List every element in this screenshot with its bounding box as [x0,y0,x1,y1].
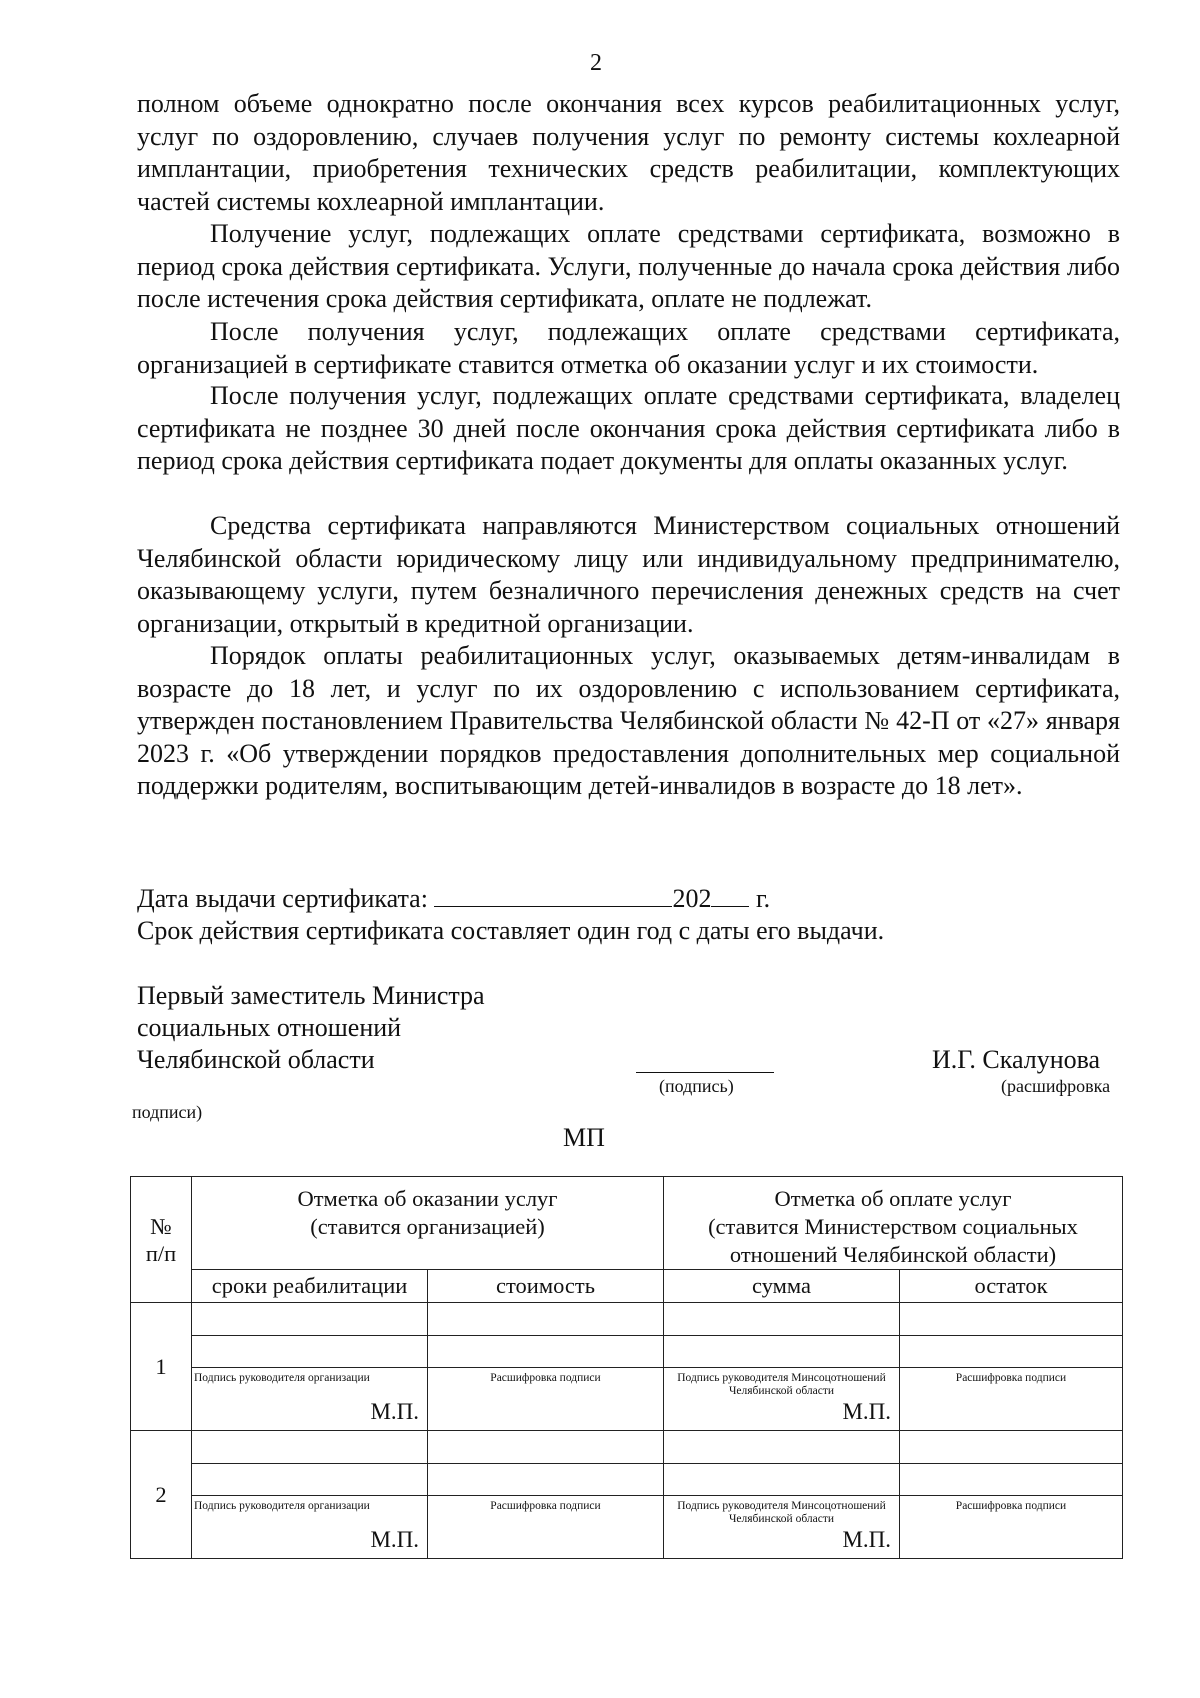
table-cell [664,1464,900,1496]
issue-date-year-suffix: г. [755,884,771,913]
name-caption-2: подписи) [132,1102,203,1122]
payment-header-line-1: Отметка об оплате услуг [774,1186,1012,1211]
stamp-mark: МП [563,1123,605,1152]
table-cell [428,1336,664,1368]
col-number-header: № п/п [131,1177,192,1303]
issue-date-blank [434,884,672,907]
ministry-stamp: М.П. [842,1399,891,1424]
validity-text: Срок действия сертификата составляет один год с даты его выдачи. [137,916,885,945]
table-cell [428,1431,664,1464]
org-decode-cell [428,1496,664,1559]
services-header-line-2: (ставится организацией) [310,1214,545,1239]
org-decode-caption: Расшифровка подписи [490,1372,601,1384]
services-header-line-1: Отметка об оказании услуг [297,1186,558,1211]
paragraph-5: Средства сертификата направляются Министерством социальных отношений Челябинской области юридическому лицу или индивидуальному предпринимателю, оказывающему услуги, путем безналичного перечисления денежных средств на счет организации, открытый в кредитной организации. [137,511,1120,638]
payment-header-line-2: (ставится Министерством социальных [708,1214,1078,1239]
issue-year-blank [711,884,749,907]
table-cell [900,1431,1123,1464]
sub-header-sum: сумма [664,1270,900,1303]
page-number: 2 [590,50,602,76]
name-caption-1: (расшифровка [1001,1076,1111,1096]
table-cell [192,1464,428,1496]
paragraph-1: полном объеме однократно после окончания всех курсов реабилитационных услуг, услуг по оздоровлению, случаев получения услуг по ремонту системы кохлеарной имплантации, приобретения технических средств реабилитации, комплектующих частей системы кохлеарной имплантации. [137,89,1120,216]
table-cell [664,1431,900,1464]
paragraph-4: После получения услуг, подлежащих оплате средствами сертификата, владелец сертификата не позднее 30 дней после окончания срока действия сертификата либо в период срока действия сертификата подает документы для оплаты оказанных услуг. [137,381,1120,475]
signature-caption: (подпись) [659,1076,734,1096]
signatory-title-2: социальных отношений [137,1013,402,1042]
table-cell [192,1431,428,1464]
table-cell [900,1303,1123,1336]
table-cell [900,1464,1123,1496]
services-group-header [192,1177,664,1270]
table-cell [900,1336,1123,1368]
signatory-title-3: Челябинской области [137,1045,375,1074]
table-cell [192,1303,428,1336]
org-stamp: М.П. [370,1399,419,1424]
table-cell [428,1303,664,1336]
paragraph-2: Получение услуг, подлежащих оплате средствами сертификата, возможно в период срока действия сертификата. Услуги, полученные до начала срока действия либо после истечения срока действия сертификата, оплате не подлежат. [137,219,1120,313]
table-cell [664,1303,900,1336]
org-decode-cell [428,1368,664,1431]
ministry-signature-cell [664,1496,900,1559]
table-cell [192,1336,428,1368]
signatory-title-1: Первый заместитель Министра [137,981,485,1010]
sub-header-rehab-terms: сроки реабилитации [192,1270,428,1303]
org-stamp: М.П. [370,1527,419,1552]
issue-date-label: Дата выдачи сертификата: [137,884,428,913]
org-signature-caption: Подпись руководителя организации [194,1500,370,1512]
table-cell [664,1336,900,1368]
payment-header-line-3: отношений Челябинской области) [729,1242,1057,1267]
ministry-signature-caption: Подпись руководителя Минсоцотношений Челябинской области [677,1372,886,1397]
org-decode-caption: Расшифровка подписи [490,1500,601,1512]
signatory-name: И.Г. Скалунова [932,1045,1101,1074]
ministry-stamp: М.П. [842,1527,891,1552]
ministry-decode-cell [900,1496,1123,1559]
ministry-decode-caption: Расшифровка подписи [955,1372,1067,1384]
ministry-signature-cell [664,1368,900,1431]
sub-header-cost: стоимость [428,1270,664,1303]
org-signature-cell [192,1368,428,1431]
issue-date-year: 202 [672,884,712,913]
ministry-decode-cell [900,1368,1123,1431]
row-number-1: 1 [131,1303,192,1431]
issue-date-line [137,883,770,915]
org-signature-caption: Подпись руководителя организации [194,1372,370,1384]
ministry-signature-caption: Подпись руководителя Минсоцотношений Челябинской области [677,1500,886,1525]
table-cell [428,1464,664,1496]
row-number-2: 2 [131,1431,192,1559]
ministry-decode-caption: Расшифровка подписи [955,1500,1067,1512]
paragraph-6: Порядок оплаты реабилитационных услуг, оказываемых детям-инвалидам в возрасте до 18 лет, и услуг по их оздоровлению с использованием сертификата, утвержден постановлением Правительства Челябинской области № 42-П от «27» января 2023 г. «Об утверждении порядков предоставления дополнительных мер социальной поддержки родителям, воспитывающим детей-инвалидов в возрасте до 18 лет». [137,641,1120,800]
payment-group-header [664,1177,1123,1270]
sub-header-balance: остаток [900,1270,1123,1303]
paragraph-3: После получения услуг, подлежащих оплате средствами сертификата, организацией в сертификате ставится отметка об оказании услуг и их стоимости. [137,317,1120,379]
org-signature-cell [192,1496,428,1559]
services-table [130,1176,1123,1559]
signature-line [636,1072,774,1073]
